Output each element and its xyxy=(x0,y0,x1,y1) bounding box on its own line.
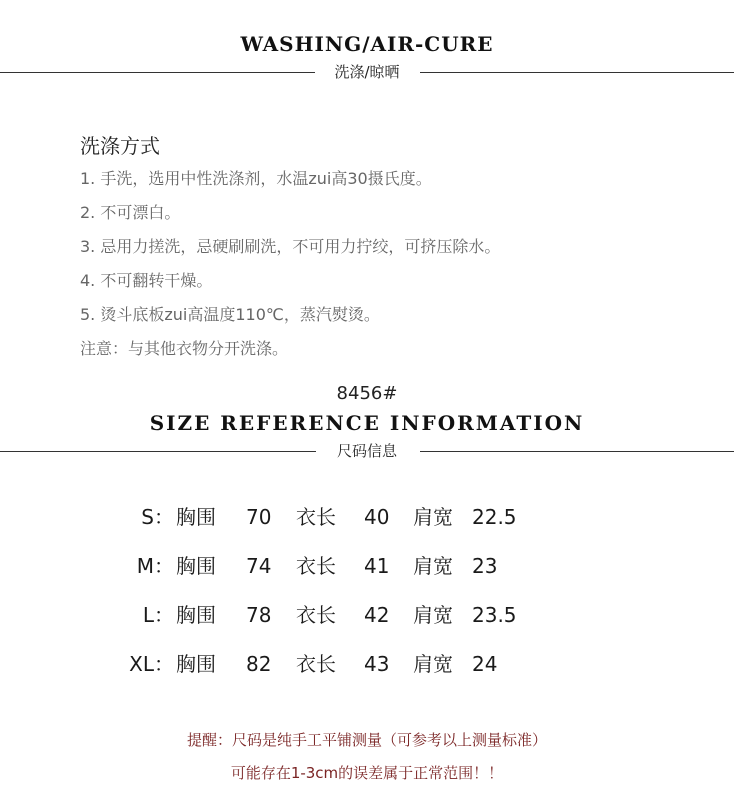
size-table xyxy=(0,495,734,691)
shoulder-label: 肩宽 xyxy=(413,554,453,578)
table-row xyxy=(0,544,734,593)
length-value: 43 xyxy=(364,652,390,676)
shoulder-value: 24 xyxy=(472,652,498,676)
list-item: 注意：与其他衣物分开洗涤。 xyxy=(80,339,289,358)
measurement-note: 提醒：尺码是纯手工平铺测量（可参考以上测量标准） xyxy=(186,731,547,749)
table-row xyxy=(0,495,734,544)
shoulder-label: 肩宽 xyxy=(413,603,453,627)
bust-label: 胸围 xyxy=(176,603,216,627)
size-subtitle-rule xyxy=(0,441,734,461)
list-item: 4. 不可翻转干燥。 xyxy=(80,271,213,290)
bust-label: 胸围 xyxy=(176,652,216,676)
washing-heading: 洗涤方式 xyxy=(80,134,160,158)
washing-subtitle-rule xyxy=(0,62,734,82)
list-item: 3. 忌用力搓洗，忌硬刷刷洗，不可用力拧绞，可挤压除水。 xyxy=(80,237,501,256)
size-title: SIZE REFERENCE INFORMATION xyxy=(149,411,585,435)
bust-label: 胸围 xyxy=(176,505,216,529)
size-label: L： xyxy=(142,603,174,627)
length-label: 衣长 xyxy=(296,652,336,676)
size-subtitle: 尺码信息 xyxy=(331,442,403,460)
bust-label: 胸围 xyxy=(176,554,216,578)
table-row xyxy=(0,642,734,691)
table-row xyxy=(0,593,734,642)
length-label: 衣长 xyxy=(296,505,336,529)
washing-instructions-list xyxy=(80,162,500,366)
bust-value: 74 xyxy=(246,554,272,578)
size-label: XL： xyxy=(129,652,174,676)
size-label: M： xyxy=(136,554,174,578)
shoulder-value: 22.5 xyxy=(472,505,517,529)
shoulder-label: 肩宽 xyxy=(413,505,453,529)
length-label: 衣长 xyxy=(296,554,336,578)
shoulder-value: 23 xyxy=(472,554,498,578)
list-item: 2. 不可漂白。 xyxy=(80,203,181,222)
tolerance-note: 可能存在1-3cm的误差属于正常范围！！ xyxy=(230,764,504,782)
washing-title: WASHING/AIR-CURE xyxy=(240,32,494,56)
length-value: 42 xyxy=(364,603,390,627)
size-label: S： xyxy=(141,505,174,529)
length-value: 41 xyxy=(364,554,390,578)
list-item: 5. 烫斗底板zui高温度110℃，蒸汽熨烫。 xyxy=(80,305,380,324)
bust-value: 78 xyxy=(246,603,272,627)
model-code: 8456# xyxy=(336,383,398,404)
length-label: 衣长 xyxy=(296,603,336,627)
shoulder-label: 肩宽 xyxy=(413,652,453,676)
bust-value: 70 xyxy=(246,505,272,529)
list-item: 1. 手洗，选用中性洗涤剂，水温zui高30摄氏度。 xyxy=(80,169,432,188)
washing-subtitle: 洗涤/晾晒 xyxy=(328,63,405,81)
shoulder-value: 23.5 xyxy=(472,603,517,627)
bust-value: 82 xyxy=(246,652,272,676)
length-value: 40 xyxy=(364,505,390,529)
